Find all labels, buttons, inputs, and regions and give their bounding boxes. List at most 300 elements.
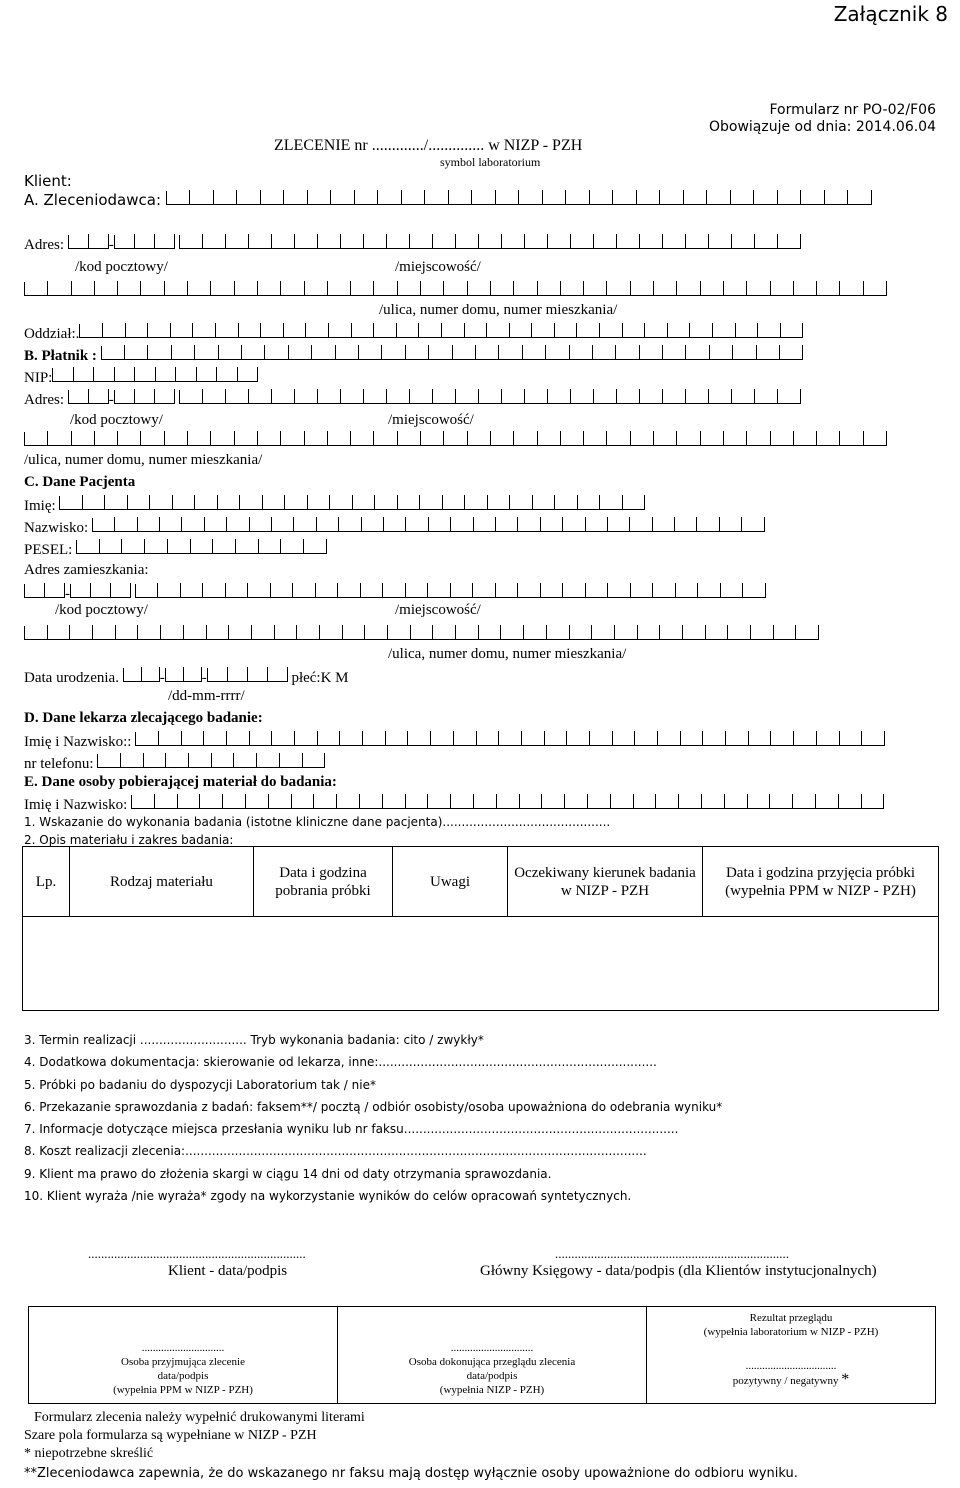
char-cell [594,389,617,404]
payer-row [24,346,803,365]
client-street-caption: /ulica, numer domu, numer mieszkania/ [379,302,618,318]
char-cell [794,431,817,446]
char-cell [444,431,467,446]
char-cell [257,753,280,768]
char-cell [135,389,155,404]
payer-name-field[interactable] [101,346,804,360]
doctor-name-field[interactable] [135,732,885,746]
char-cell [488,495,511,510]
char-cell [501,625,524,640]
char-cell [663,234,686,249]
char-cell [261,323,284,338]
char-cell [128,495,151,510]
char-cell [675,517,697,532]
char-cell [138,517,160,532]
footer-note-2: Szare pola formularza są wypełniane w NIZP - PZH [24,1428,317,1443]
char-cell [663,345,686,360]
branch-label: Oddział:. [24,326,80,342]
char-cell [653,583,676,598]
term-9: 9. Klient ma prawo do złożenia skargi w ciągu 14 dni od daty otrzymania sprawozdania. [24,1166,552,1181]
char-cell [577,323,600,338]
char-cell [188,281,211,296]
char-cell [541,583,564,598]
char-cell [386,731,409,746]
char-cell [465,495,488,510]
orderer-row [24,191,872,209]
char-cell [89,234,109,249]
doctor-section-title: D. Dane lekarza zlecającego badanie: [24,710,263,726]
char-cell [374,323,397,338]
patient-last-name-field[interactable] [92,518,765,532]
char-cell [514,431,537,446]
payer-street-caption: /ulica, numer domu, numer mieszkania/ [24,452,263,468]
char-cell [60,495,83,510]
char-cell [608,517,630,532]
birth-date-label: Data urodzenia. [24,670,119,686]
char-cell [702,794,725,809]
char-cell [613,731,636,746]
char-cell [592,625,615,640]
char-cell [502,234,525,249]
char-cell [862,794,885,809]
char-cell [166,753,189,768]
char-cell [640,234,663,249]
char-cell [184,667,202,682]
char-cell [433,234,456,249]
patient-first-name-field[interactable] [59,496,645,510]
order-title: ZLECENIE nr ............./.............. w NIZP - PZH [274,137,583,154]
char-cell [616,345,639,360]
char-cell [456,625,479,640]
char-cell [545,731,568,746]
char-cell [533,495,556,510]
char-cell [383,794,406,809]
char-cell [351,281,374,296]
char-cell [148,323,171,338]
payer-city-caption: /miejscowość/ [388,412,474,428]
char-cell [236,539,259,554]
char-cell [118,431,141,446]
char-cell [203,389,226,404]
char-cell [733,345,756,360]
char-cell [135,367,156,382]
char-cell [330,495,353,510]
nip-field[interactable] [52,368,258,382]
char-cell [249,389,272,404]
char-cell [172,345,195,360]
char-cell [755,234,778,249]
char-cell [190,190,214,205]
char-cell [410,389,433,404]
char-cell [634,794,657,809]
char-cell [724,431,747,446]
char-cell [611,794,634,809]
char-cell [272,389,295,404]
birth-year-field[interactable] [207,668,288,682]
char-cell [398,431,421,446]
char-cell [487,323,510,338]
term-4[interactable]: 4. Dodatkowa dokumentacja: skierowanie od lekarza, inne:......................................................................... [24,1055,657,1070]
char-cell [138,625,161,640]
char-cell [362,517,384,532]
indication-line[interactable]: 1. Wskazanie do wykonania badania (istotne kliniczne dane pacjenta)............................................ [24,815,611,829]
char-cell [261,190,285,205]
char-cell [864,281,887,296]
client-address-label: Adres: [24,237,64,253]
char-cell [374,281,397,296]
reviewer-label: Osoba dokonująca przeglądu zlecenia [408,1356,576,1368]
char-cell [519,190,543,205]
char-cell [144,753,167,768]
char-cell [747,431,770,446]
term-10[interactable]: 10. Klient wyraża /nie wyraża* zgody na wykorzystanie wyników do celów opracowań syntetycznych. [24,1189,632,1204]
char-cell [250,517,272,532]
sex-label[interactable]: płeć:K M [291,670,349,686]
char-cell [770,794,793,809]
char-cell [724,281,747,296]
patient-first-name-label: Imię: [24,498,56,514]
char-cell [684,190,708,205]
char-cell [451,517,473,532]
char-cell [709,234,732,249]
client-postcode-caption: /kod pocztowy/ [75,259,168,275]
review-result-cell[interactable] [647,1307,936,1404]
char-cell [525,389,548,404]
client-signature-label: Klient - data/podpis [168,1263,288,1279]
char-cell [406,345,429,360]
payer-street-field[interactable] [24,432,887,446]
material-scope-label: 2. Opis materiału i zakres badania: [24,833,234,847]
char-cell [77,539,100,554]
char-cell [193,323,216,338]
char-cell [397,323,420,338]
header-expected-test: Oczekiwany kierunek badania w NIZP - PZH [508,847,703,917]
char-cell [771,731,794,746]
char-cell [547,625,570,640]
char-cell [398,495,421,510]
char-cell [150,495,173,510]
payer-postcode-b[interactable] [114,390,175,404]
client-postcode-b[interactable] [114,235,175,249]
reviewer-cell[interactable] [338,1307,647,1404]
char-cell [382,345,405,360]
char-cell [816,794,839,809]
char-cell [136,731,159,746]
birth-month-field[interactable] [165,668,202,682]
char-cell [428,794,451,809]
char-cell [48,281,71,296]
accountant-signature-dots[interactable]: ........................................................................ [555,1246,789,1261]
char-cell [338,583,361,598]
char-cell [567,731,590,746]
char-cell [361,583,384,598]
branch-field[interactable] [79,324,803,338]
char-cell [158,583,181,598]
char-cell [690,323,713,338]
char-cell [252,625,275,640]
char-cell [125,345,148,360]
char-cell [499,731,522,746]
client-city-field[interactable] [179,235,801,249]
char-cell [272,517,294,532]
char-cell [197,367,218,382]
char-cell [308,495,331,510]
char-cell [683,625,706,640]
char-cell [378,190,402,205]
char-cell [316,583,339,598]
footer-note-3: * niepotrzebne skreślić [24,1446,154,1461]
char-cell [732,234,755,249]
char-cell [180,234,203,249]
birth-date-row: Data urodzenia. - - płeć:K M [24,668,349,687]
char-cell [72,431,95,446]
char-cell [173,495,196,510]
char-cell [840,281,863,296]
char-cell [474,794,497,809]
char-cell [387,389,410,404]
char-cell [468,431,491,446]
char-cell [317,517,339,532]
char-cell [353,495,376,510]
char-cell [499,345,522,360]
char-cell [239,323,262,338]
client-street-field[interactable] [24,282,887,296]
char-cell [742,517,764,532]
char-cell [155,234,175,249]
char-cell [363,731,386,746]
char-cell [468,281,491,296]
char-cell [780,345,803,360]
orderer-name-field[interactable] [166,191,872,205]
char-cell [227,517,249,532]
char-cell [600,495,623,510]
char-cell [69,389,89,404]
orderer-label: A. Zleceniodawca: [24,191,162,209]
char-cell [45,583,65,598]
char-cell [91,583,111,598]
char-cell [749,731,772,746]
char-cell [25,281,48,296]
char-cell [817,281,840,296]
char-cell [663,389,686,404]
char-cell [658,731,681,746]
char-cell [406,517,428,532]
char-cell [406,794,429,809]
client-signature-dots[interactable]: ................................................................... [88,1246,306,1261]
char-cell [160,517,182,532]
patient-city-field[interactable] [135,584,766,598]
char-cell [72,281,95,296]
char-cell [825,190,849,205]
payer-city-field[interactable] [179,390,801,404]
doctor-name-row [24,732,885,751]
char-cell [630,517,652,532]
char-cell [421,431,444,446]
char-cell [195,495,218,510]
term-6[interactable]: 6. Przekazanie sprawozdania z badań: faksem**/ pocztą / odbiór osobisty/osoba upoważniona do odebrania wyniku* [24,1099,723,1114]
char-cell [631,431,654,446]
birth-day-field[interactable] [123,668,160,682]
char-cell [444,281,467,296]
char-cell [479,234,502,249]
char-cell [205,517,227,532]
patient-postcode-b[interactable] [70,584,131,598]
char-cell [203,583,226,598]
char-cell [771,431,794,446]
char-cell [176,367,197,382]
header-receipt-datetime: Data i godzina przyjęcia próbki (wypełnia PPM w NIZP - PZH) [703,847,939,917]
char-cell [686,389,709,404]
char-cell [204,731,227,746]
char-cell [523,345,546,360]
char-cell [272,731,295,746]
char-cell [590,190,614,205]
term-7[interactable]: 7. Informacje dotyczące miejsca przesłania wyniku lub nr faksu........................................................................ [24,1122,679,1137]
char-cell [284,323,307,338]
attachment-label: Załącznik 8 [833,2,948,26]
char-cell [754,190,778,205]
char-cell [180,389,203,404]
doctor-phone-field[interactable] [97,754,325,768]
char-cell [235,431,258,446]
char-cell [258,281,281,296]
char-cell [305,281,328,296]
char-cell [339,517,361,532]
char-cell [840,731,863,746]
char-cell [465,323,488,338]
char-cell [207,625,230,640]
table-row [23,917,939,1011]
char-cell [496,583,519,598]
char-cell [408,731,431,746]
char-cell [563,583,586,598]
char-cell [681,731,704,746]
nip-row [24,368,258,387]
client-postcode-a[interactable] [68,235,109,249]
char-cell [111,583,131,598]
char-cell [80,323,103,338]
patient-postcode-a[interactable] [24,584,65,598]
char-cell [563,517,585,532]
client-address-row: Adres: - [24,235,801,254]
char-cell [336,345,359,360]
receiver-label: Osoba przyjmująca zlecenie [121,1356,245,1368]
char-cell [839,794,862,809]
receiver-sign-label: data/podpis [157,1370,209,1382]
material-entry-area[interactable] [23,917,939,1011]
char-cell [713,323,736,338]
char-cell [571,234,594,249]
char-cell [594,234,617,249]
char-cell [292,794,315,809]
char-cell [294,517,316,532]
char-cell [677,431,700,446]
receiver-cell[interactable] [29,1307,338,1404]
char-cell [701,431,724,446]
char-cell [352,323,375,338]
char-cell [70,625,93,640]
char-cell [608,583,631,598]
char-cell [654,431,677,446]
header-material-type: Rodzaj materiału [70,847,254,917]
char-cell [184,625,207,640]
char-cell [472,190,496,205]
char-cell [165,431,188,446]
char-cell [328,281,351,296]
char-cell [542,794,565,809]
char-cell [781,323,804,338]
patient-street-field[interactable] [24,626,819,640]
char-cell [586,583,609,598]
pesel-field[interactable] [76,540,327,554]
term-3[interactable]: 3. Termin realizacji ............................ Tryb wykonania badania: cito / zwykły* [24,1033,484,1047]
review-result-mark: * [841,1371,850,1388]
char-cell [305,431,328,446]
payer-postcode-a[interactable] [68,390,109,404]
table-row [29,1307,936,1404]
char-cell [218,495,241,510]
review-result-value[interactable]: pozytywny / negatywny [732,1375,839,1387]
char-cell [607,431,630,446]
char-cell [228,667,248,682]
char-cell [419,323,442,338]
char-cell [250,731,273,746]
char-cell [862,731,885,746]
char-cell [420,495,443,510]
char-cell [387,234,410,249]
char-cell [703,731,726,746]
char-cell [115,517,137,532]
char-cell [747,281,770,296]
term-5[interactable]: 5. Próbki po badaniu do dyspozycji Laboratorium tak / nie* [24,1077,376,1092]
char-cell [496,517,518,532]
char-cell [213,539,236,554]
char-cell [502,389,525,404]
char-cell [555,495,578,510]
receiver-note: (wypełnia PPM w NIZP - PZH) [113,1384,253,1396]
char-cell [115,367,136,382]
char-cell [281,539,304,554]
char-cell [234,753,257,768]
char-cell [731,190,755,205]
char-cell [677,281,700,296]
char-cell [141,281,164,296]
char-cell [182,517,204,532]
char-cell [341,234,364,249]
char-cell [191,539,214,554]
char-cell [240,495,263,510]
char-cell [248,667,268,682]
char-cell [318,389,341,404]
char-cell [617,389,640,404]
char-cell [181,583,204,598]
char-cell [600,323,623,338]
char-cell [541,517,563,532]
client-label: Klient: [24,172,72,190]
term-8[interactable]: 8. Koszt realizacji zlecenia:......................................................................................................................... [24,1144,647,1159]
char-cell [212,753,235,768]
char-cell [817,731,840,746]
char-cell [226,389,249,404]
char-cell [726,731,749,746]
char-cell [398,281,421,296]
char-cell [720,517,742,532]
receiver-dots: .............................. [141,1342,225,1354]
collector-name-field[interactable] [131,795,884,809]
char-cell [679,794,702,809]
char-cell [491,281,514,296]
char-cell [474,517,496,532]
